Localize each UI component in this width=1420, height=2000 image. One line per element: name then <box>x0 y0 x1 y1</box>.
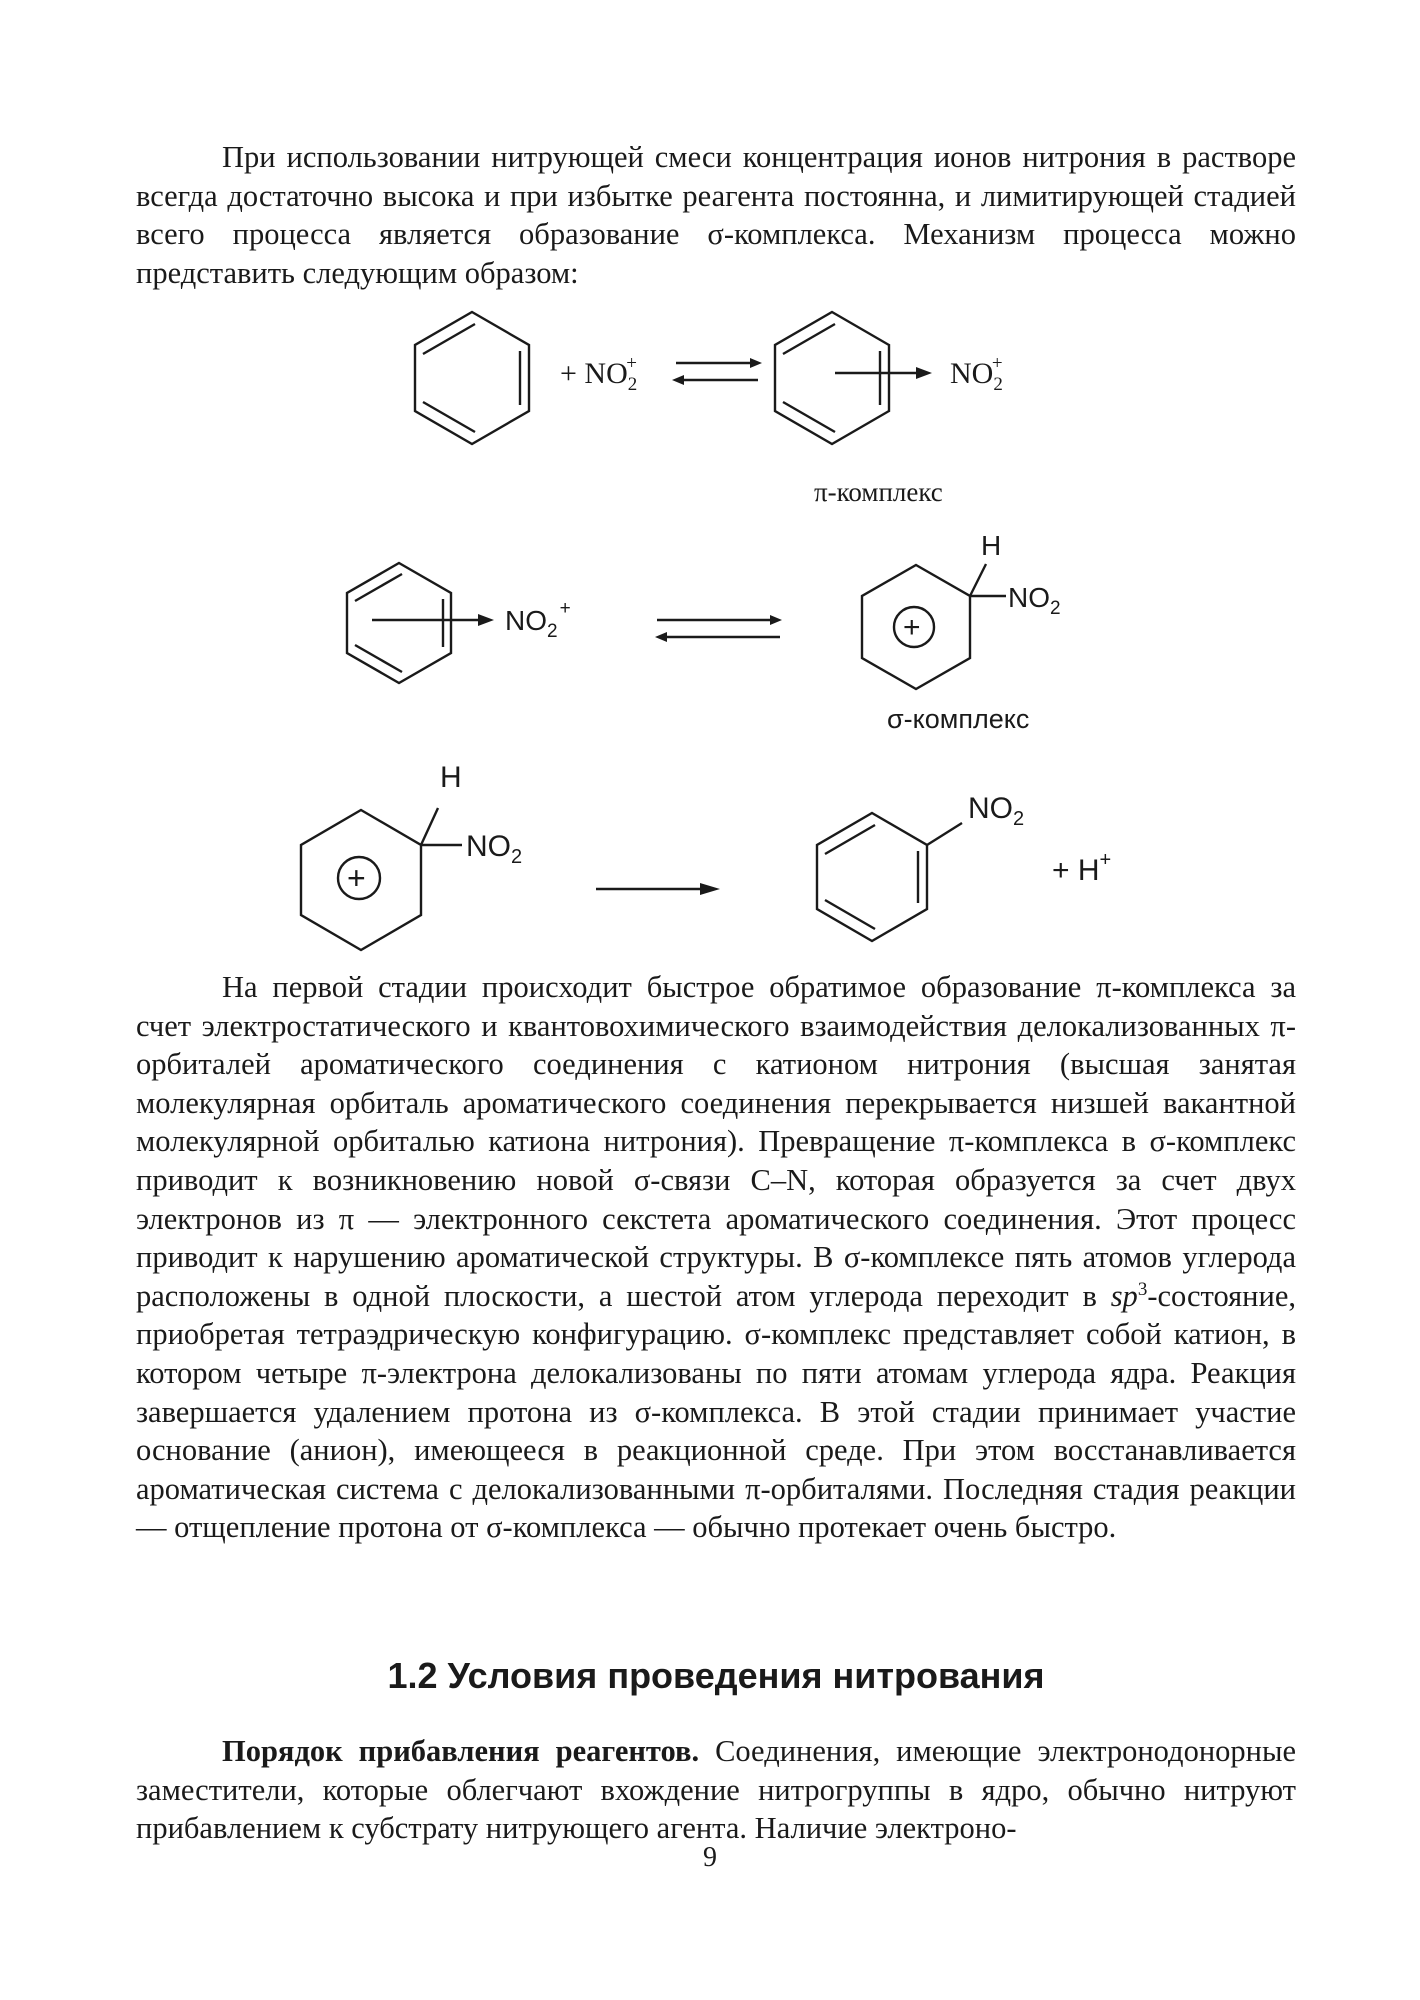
equilibrium-arrows-1 <box>672 358 762 385</box>
paragraph-intro: При использовании нитрующей смеси концентрация ионов нитрония в растворе всегда достаточно высока и при избытке реагента постоянна, и лимитирующей стадией всего процесса является образование σ-комплекса. Механизм процесса можно представить следующим образом: <box>136 140 1296 290</box>
sigma-complex-ring <box>862 564 1006 689</box>
equilibrium-arrows-2 <box>655 615 782 642</box>
sigma-complex-ring-2 <box>301 808 462 950</box>
hydrogen-label: H <box>981 530 1002 561</box>
paragraph-reagent-order: Порядок прибавления реагентов. Соединения, имеющие электронодонорные заместители, которые облегчают вхождение нитрогруппы в ядро, обычно нитруют прибавлением к субстрату нитрующего агента. Наличие электроно- <box>136 1734 1296 1846</box>
plus-nitronium-label: + $NO_2+$ <box>560 353 638 395</box>
benzene-ring <box>415 312 529 444</box>
pi-complex-label: π-комплекс <box>814 477 943 507</box>
nitronium-label: $NO_2+$ <box>950 353 1003 395</box>
pi-complex-ring <box>775 312 932 444</box>
proton-label: + H+ <box>1052 849 1112 887</box>
hydrogen-label-2: H <box>440 761 462 794</box>
reaction-arrow <box>596 883 720 895</box>
nitronium-label-2: $NO_2^+$ <box>505 598 571 642</box>
section-heading: 1.2 Условия проведения нитрования <box>387 1655 1045 1696</box>
nitrobenzene-ring <box>817 813 962 941</box>
plus-charge: + <box>903 611 921 644</box>
nitro-group-label: $NO_2$ <box>1008 582 1061 619</box>
nitro-group-label-2: $NO_2$ <box>466 830 523 868</box>
nitro-group-label-3: $NO_2$ <box>968 792 1025 830</box>
sigma-complex-label: σ-комплекс <box>887 704 1030 734</box>
page-number: 9 <box>703 1842 717 1873</box>
paragraph-mechanism: На первой стадии происходит быстрое обратимое образование π-комплекса за счет электростатического и квантовохимического взаимодействия делокализованных π-орбиталей ароматического соединения с катионом нитрония (высшая занятая молекулярная орбиталь ароматического соединения перекрывается низшей вакантной молекулярной орбиталью катиона нитрония). Превращение π-комплекса в σ-комплекс приводит к возникновению новой σ-связи C–N, которая образуется за счет двух электронов из π — электронного секстета ароматического соединения. Этот процесс приводит к нарушению ароматической структуры. В σ-комплексе пять атомов углерода расположены в одной плоскости, а шестой атом углерода переходит в $sp^3$-состояние, приобретая тетраэдрическую конфигурацию. σ-комплекс представляет собой катион, в котором четыре π-электрона делокализованы по пяти атомам углерода ядра. Реакция завершается удалением протона из σ-комплекса. В этой стадии принимает участие основание (анион), имеющееся в реакционной среде. При этом восстанавливается ароматическая система с делокализованными π-орбиталями. Последняя стадия реакции — отщепление протона от σ-комплекса — обычно протекает очень быстро. <box>136 970 1296 1545</box>
plus-charge-2: + <box>347 860 366 896</box>
pi-complex-ring-2 <box>347 563 494 683</box>
